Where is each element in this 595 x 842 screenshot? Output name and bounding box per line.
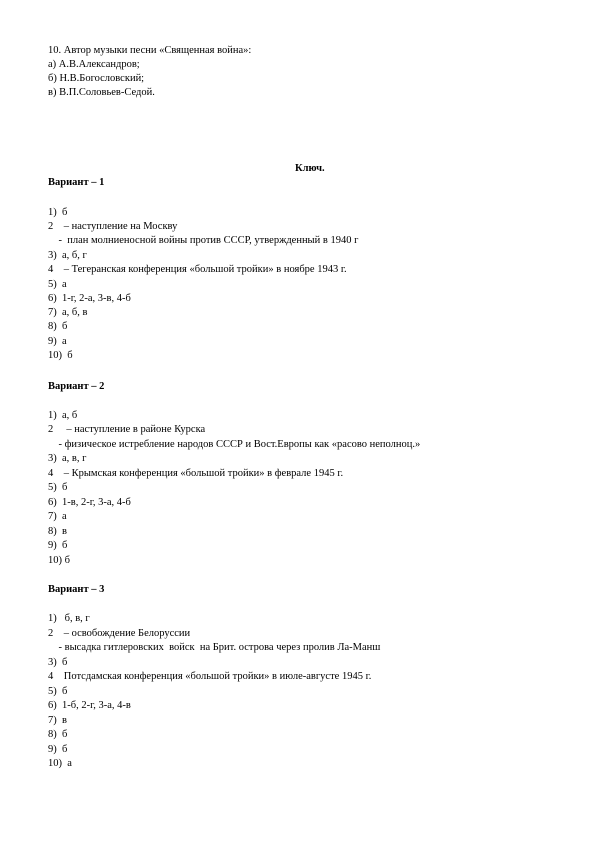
variant-1-answer-2-detail: - план молниеносной войны против СССР, утвержденный в 1940 г <box>48 235 359 246</box>
variant-2-answer-1: 1) а, б <box>48 410 78 421</box>
variant-2-answer-6: 6) 1-в, 2-г, 3-а, 4-б <box>48 497 131 508</box>
variant-1-answer-10: 10) б <box>48 350 73 361</box>
variant-2-answer-2-detail: - физическое истребление народов СССР и Вост.Европы как «расово неполноц.» <box>48 439 421 450</box>
variant-1-answer-5: 5) а <box>48 279 67 290</box>
question-10-option-c: в) В.П.Соловьев-Седой. <box>48 87 155 98</box>
question-10-title: 10. Автор музыки песни «Священная война»: <box>48 45 252 56</box>
variant-3-answer-9: 9) б <box>48 744 68 755</box>
variant-1-answer-9: 9) а <box>48 336 67 347</box>
variant-3-answer-7: 7) в <box>48 715 67 726</box>
variant-3-answer-8: 8) б <box>48 729 68 740</box>
variant-3-answer-6: 6) 1-б, 2-г, 3-а, 4-в <box>48 700 131 711</box>
variant-1-answer-1: 1) б <box>48 207 68 218</box>
key-title: Ключ. <box>295 163 325 174</box>
variant-2-answer-9: 9) б <box>48 540 68 551</box>
question-10-option-b: б) Н.В.Богословский; <box>48 73 145 84</box>
variant-3-answer-10: 10) а <box>48 758 72 769</box>
variant-1-answer-3: 3) а, б, г <box>48 250 87 261</box>
variant-3-answer-1: 1) б, в, г <box>48 613 90 624</box>
variant-2-answer-2: 2 – наступление в районе Курска <box>48 424 206 435</box>
variant-2-answer-4: 4 – Крымская конференция «большой тройки» в феврале 1945 г. <box>48 468 344 479</box>
variant-3-answer-4: 4 Потсдамская конференция «большой тройки» в июле-августе 1945 г. <box>48 671 372 682</box>
variant-2-answer-3: 3) а, в, г <box>48 453 87 464</box>
variant-1-answer-6: 6) 1-г, 2-а, 3-в, 4-б <box>48 293 131 304</box>
variant-1-title: Вариант – 1 <box>48 177 105 188</box>
variant-2-answer-5: 5) б <box>48 482 68 493</box>
variant-1-answer-4: 4 – Тегеранская конференция «большой тройки» в ноябре 1943 г. <box>48 264 347 275</box>
variant-1-answer-8: 8) б <box>48 321 68 332</box>
variant-1-answer-7: 7) а, б, в <box>48 307 88 318</box>
variant-2-title: Вариант – 2 <box>48 381 105 392</box>
variant-1-answer-2: 2 – наступление на Москву <box>48 221 178 232</box>
variant-3-answer-2: 2 – освобождение Белоруссии <box>48 628 191 639</box>
variant-2-answer-10: 10) б <box>48 555 70 566</box>
variant-3-title: Вариант – 3 <box>48 584 105 595</box>
question-10-option-a: а) А.В.Александров; <box>48 59 140 70</box>
variant-3-answer-3: 3) б <box>48 657 68 668</box>
variant-2-answer-8: 8) в <box>48 526 67 537</box>
variant-2-answer-7: 7) а <box>48 511 67 522</box>
variant-3-answer-2-detail: - высадка гитлеровских войск на Брит. острова через пролив Ла-Манш <box>48 642 381 653</box>
variant-3-answer-5: 5) б <box>48 686 68 697</box>
